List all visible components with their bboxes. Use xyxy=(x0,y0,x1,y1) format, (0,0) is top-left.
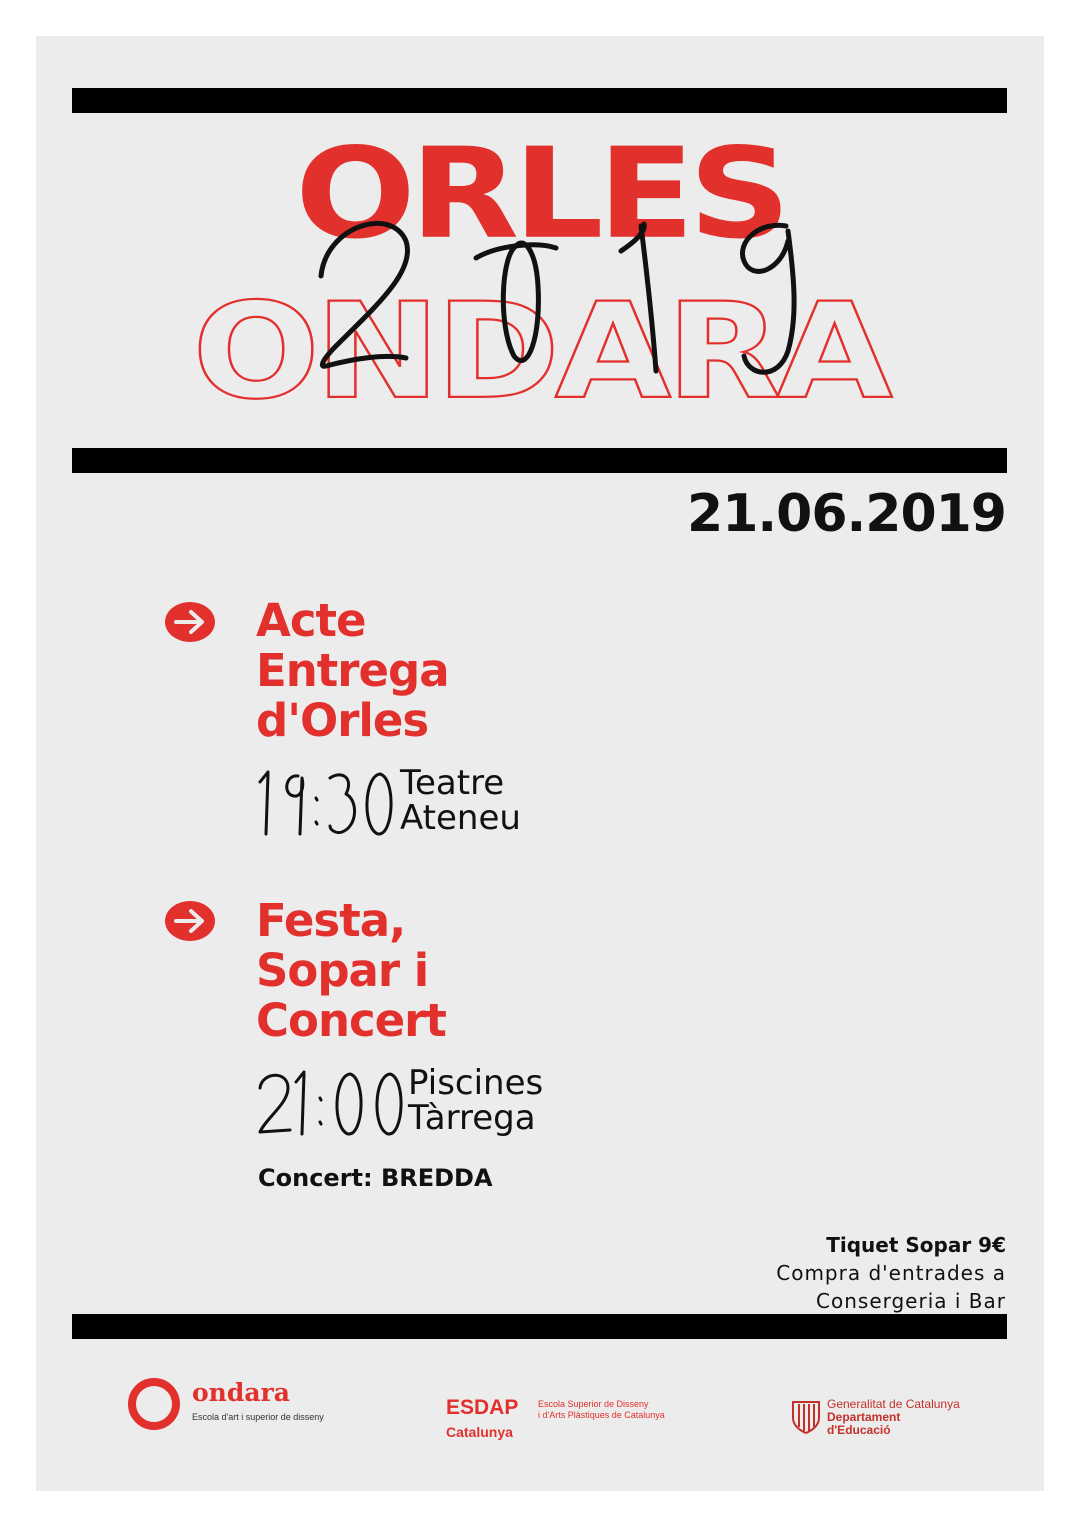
year-handwritten xyxy=(266,186,826,386)
esdap-name: ESDAP xyxy=(446,1396,519,1419)
event-time-handwritten xyxy=(254,1066,414,1141)
esdap-desc-line: Escola Superior de Disseny xyxy=(538,1399,649,1409)
concert-line: Concert: BREDDA xyxy=(258,1164,493,1192)
poster xyxy=(36,36,1044,1491)
event-venue xyxy=(408,1063,544,1138)
event-title-party xyxy=(256,896,446,1046)
title-orles: ORLES xyxy=(295,121,785,267)
event-title-line: Acte xyxy=(256,594,366,647)
esdap-description xyxy=(538,1399,698,1421)
gencat-line: d'Educació xyxy=(827,1423,891,1437)
ondara-name: ondara xyxy=(192,1378,290,1407)
ticket-purchase-line: Compra d'entrades a xyxy=(776,1261,1006,1285)
gencat-shield-icon xyxy=(791,1398,821,1434)
ticket-info xyxy=(776,1231,1006,1315)
event-date: 21.06.2019 xyxy=(687,484,1006,544)
ondara-ring-icon xyxy=(126,1376,182,1432)
event-time-handwritten xyxy=(254,766,404,841)
gencat-line: Departament xyxy=(827,1410,901,1424)
event-title-line: Sopar i xyxy=(256,944,429,997)
gencat-text xyxy=(827,1398,960,1437)
title-ondara: ONDARA xyxy=(192,275,888,429)
event-title-ceremony xyxy=(256,596,449,746)
gencat-line: Generalitat de Catalunya xyxy=(827,1397,960,1411)
middle-bar xyxy=(72,448,1007,473)
gencat-logo xyxy=(791,1397,960,1438)
bottom-bar xyxy=(72,1314,1007,1339)
ondara-logo xyxy=(126,1376,324,1436)
arrow-circle-icon xyxy=(164,601,216,643)
venue-line: Ateneu xyxy=(400,798,521,838)
esdap-subtitle: Catalunya xyxy=(446,1424,513,1440)
venue-line: Tàrrega xyxy=(408,1098,536,1138)
event-title-line: Festa, xyxy=(256,894,406,947)
top-bar xyxy=(72,88,1007,113)
event-title-line: d'Orles xyxy=(256,694,429,747)
venue-line: Teatre xyxy=(400,763,505,803)
venue-line: Piscines xyxy=(408,1063,544,1103)
ticket-price: Tiquet Sopar 9€ xyxy=(826,1233,1006,1257)
esdap-desc-line: i d'Arts Plàstiques de Catalunya xyxy=(538,1410,665,1420)
ticket-purchase-line: Consergeria i Bar xyxy=(816,1289,1006,1313)
arrow-circle-icon xyxy=(164,900,216,942)
event-title-line: Concert xyxy=(256,994,446,1047)
event-venue xyxy=(400,763,521,838)
ondara-tagline: Escola d'art i superior de disseny xyxy=(192,1412,324,1422)
event-title-line: Entrega xyxy=(256,644,449,697)
